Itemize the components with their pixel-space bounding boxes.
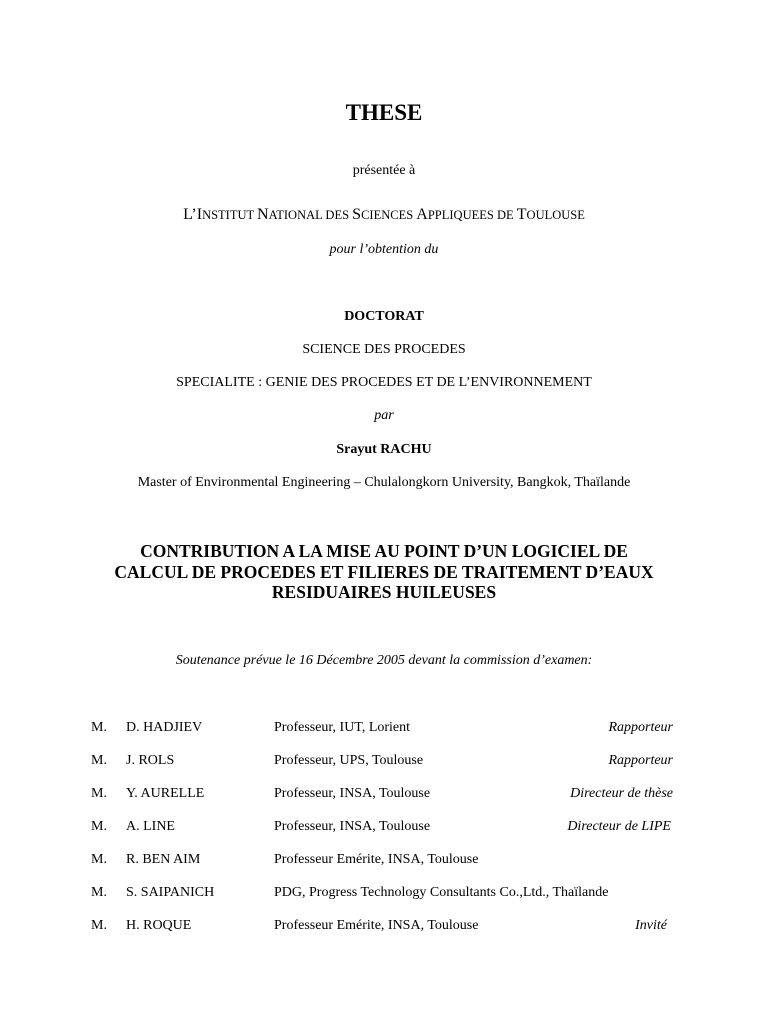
institute-initial-5: T [516, 206, 527, 223]
work-title-line-2: CALCUL DE PROCEDES ET FILIERES DE TRAITEMENT D’EAUX [114, 561, 654, 582]
obtain-text: pour l’obtention du [329, 242, 439, 257]
work-title-line-1: CONTRIBUTION A LA MISE AU POINT D’UN LOGICIEL DE [140, 541, 628, 561]
presented-to-text: présentée à [352, 163, 416, 178]
jury-member-position: PDG, Progress Technology Consultants Co.,Ltd., Thaïlande [274, 885, 609, 900]
institute-initial-3: S [352, 206, 362, 223]
jury-member-title: M. [91, 786, 107, 801]
jury-member-role: Rapporteur [608, 753, 673, 768]
jury-member-position: Professeur Emérite, INSA, Toulouse [274, 918, 479, 933]
jury-member-name: A. LINE [126, 819, 175, 834]
jury-member-role: Rapporteur [608, 720, 673, 735]
jury-member-name: R. BEN AIM [126, 852, 201, 867]
institute-prefix: L’ [183, 206, 197, 223]
jury-row [0, 786, 768, 806]
institute-rest-2: ATIONAL DES [268, 208, 353, 222]
jury-member-name: S. SAIPANICH [126, 885, 215, 900]
jury-member-title: M. [91, 852, 107, 867]
degree-field: SCIENCE DES PROCEDES [302, 342, 466, 357]
jury-member-position: Professeur, IUT, Lorient [274, 720, 411, 735]
jury-row [0, 885, 768, 905]
institute-initial-4: A [416, 206, 428, 223]
jury-row [0, 720, 768, 740]
jury-member-title: M. [91, 819, 107, 834]
institute-rest-1: NSTITUT [202, 208, 258, 222]
thesis-work-title [0, 541, 768, 603]
jury-member-role: Directeur de LIPE [567, 819, 671, 834]
jury-member-position: Professeur, INSA, Toulouse [274, 819, 431, 834]
institute-rest-4: PPLIQUEES DE [427, 208, 517, 222]
jury-member-title: M. [91, 753, 107, 768]
document-title: THESE [345, 100, 423, 125]
degree-specialty: SPECIALITE : GENIE DES PROCEDES ET DE L’ENVIRONNEMENT [176, 375, 592, 390]
jury-member-name: J. ROLS [126, 753, 175, 768]
author-name: Srayut RACHU [336, 442, 432, 457]
jury-member-title: M. [91, 885, 107, 900]
jury-member-name: D. HADJIEV [126, 720, 203, 735]
jury-row [0, 852, 768, 872]
jury-row [0, 819, 768, 839]
jury-member-title: M. [91, 918, 107, 933]
jury-member-title: M. [91, 720, 107, 735]
defense-statement: Soutenance prévue le 16 Décembre 2005 devant la commission d’examen: [175, 653, 593, 668]
work-title-line-3: RESIDUAIRES HUILEUSES [271, 582, 497, 602]
jury-member-position: Professeur, UPS, Toulouse [274, 753, 424, 768]
jury-member-position: Professeur Emérite, INSA, Toulouse [274, 852, 479, 867]
jury-row [0, 918, 768, 938]
institute-initial-2: N [257, 206, 269, 223]
institute-rest-3: CIENCES [361, 208, 417, 222]
jury-member-name: Y. AURELLE [126, 786, 205, 801]
institute-rest-5: OULOUSE [526, 208, 585, 222]
jury-row [0, 753, 768, 773]
by-text: par [374, 408, 394, 423]
jury-member-role: Invité [635, 918, 667, 933]
jury-member-name: H. ROQUE [126, 918, 192, 933]
institute-initial-1: I [196, 206, 203, 223]
jury-member-position: Professeur, INSA, Toulouse [274, 786, 431, 801]
degree-name: DOCTORAT [344, 309, 424, 324]
author-credential: Master of Environmental Engineering – Chulalongkorn University, Bangkok, Thaïlande [137, 475, 631, 490]
jury-member-role: Directeur de thèse [570, 786, 673, 801]
institute-name [0, 206, 768, 224]
